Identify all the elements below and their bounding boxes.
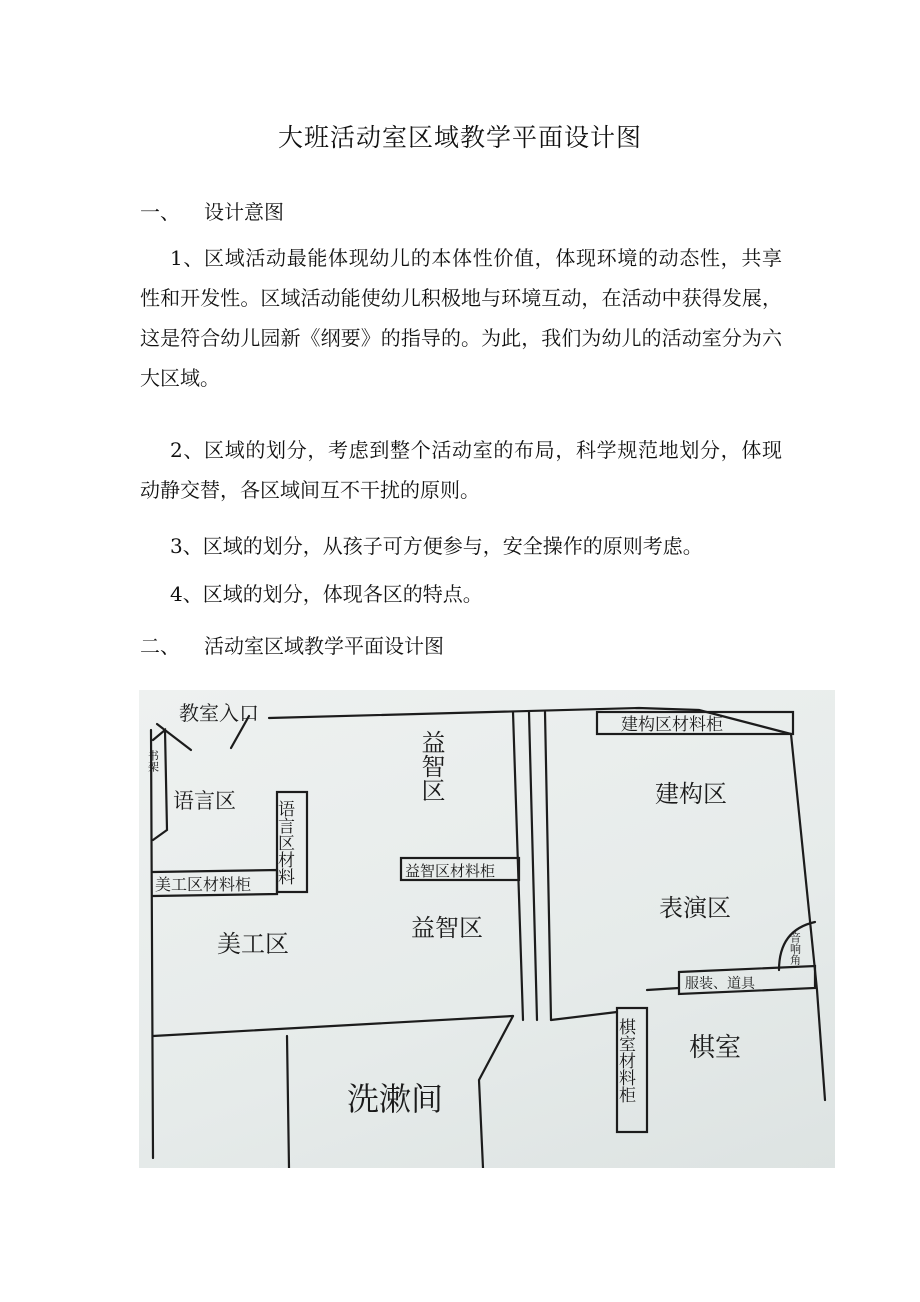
bookshelf-outline bbox=[153, 730, 167, 840]
language-area-label: 语言区 bbox=[173, 789, 236, 813]
music-corner-label: 音响角 bbox=[788, 932, 802, 965]
costume-props-label: 服装、道具 bbox=[685, 976, 755, 992]
paragraph-1: 1、区域活动最能体现幼儿的本体性价值，体现环境的动态性，共享性和开发性。区域活动能使幼儿积极地与环境互动，在活动中获得发展，这是符合幼儿园新《纲要》的指导的。为此，我们为幼儿的活动室分为六大区域。 bbox=[140, 246, 782, 390]
page-title: 大班活动室区域教学平面设计图 bbox=[277, 123, 642, 152]
puzzle-area-bottom-label: 益智区 bbox=[411, 914, 483, 942]
floor-plan-photo bbox=[139, 690, 835, 1168]
section-heading-design-intent bbox=[140, 196, 284, 225]
paragraph-3: 3、区域的划分，从孩子可方便参与，安全操作的原则考虑。 bbox=[170, 534, 703, 558]
performance-area-label: 表演区 bbox=[659, 894, 731, 922]
section-number: 一、 bbox=[140, 200, 180, 224]
paragraph-4: 4、区域的划分，体现各区的特点。 bbox=[170, 582, 483, 606]
bookshelf-label: 书架 bbox=[146, 750, 160, 772]
building-area-label: 建构区 bbox=[655, 780, 727, 808]
washroom-label: 洗漱间 bbox=[347, 1080, 444, 1118]
chess-cabinet-label: 棋室材料柜 bbox=[615, 1018, 635, 1103]
section-title: 设计意图 bbox=[204, 200, 284, 224]
left-wall bbox=[151, 730, 153, 1158]
paragraph-2: 2、区域的划分，考虑到整个活动室的布局，科学规范地划分，体现动静交替，各区域间互不干扰的原则。 bbox=[140, 438, 782, 502]
puzzle-area-top-label: 益智区 bbox=[417, 730, 445, 802]
section-title: 活动室区域教学平面设计图 bbox=[204, 634, 444, 658]
section-heading-floor-plan bbox=[140, 630, 444, 659]
language-cabinet-label: 语言区材料 bbox=[274, 800, 294, 885]
art-area-label: 美工区 bbox=[217, 930, 289, 958]
right-wall bbox=[788, 734, 825, 1100]
chess-room-label: 棋室 bbox=[689, 1033, 742, 1063]
entrance-label: 教室入口 bbox=[179, 701, 259, 725]
art-cabinet-label: 美工区材料柜 bbox=[155, 875, 252, 894]
puzzle-cabinet-label: 益智区材料柜 bbox=[405, 862, 496, 880]
building-cabinet-label: 建构区材料柜 bbox=[621, 715, 723, 735]
section-number: 二、 bbox=[140, 634, 180, 658]
floor-plan-drawing bbox=[139, 690, 835, 1168]
